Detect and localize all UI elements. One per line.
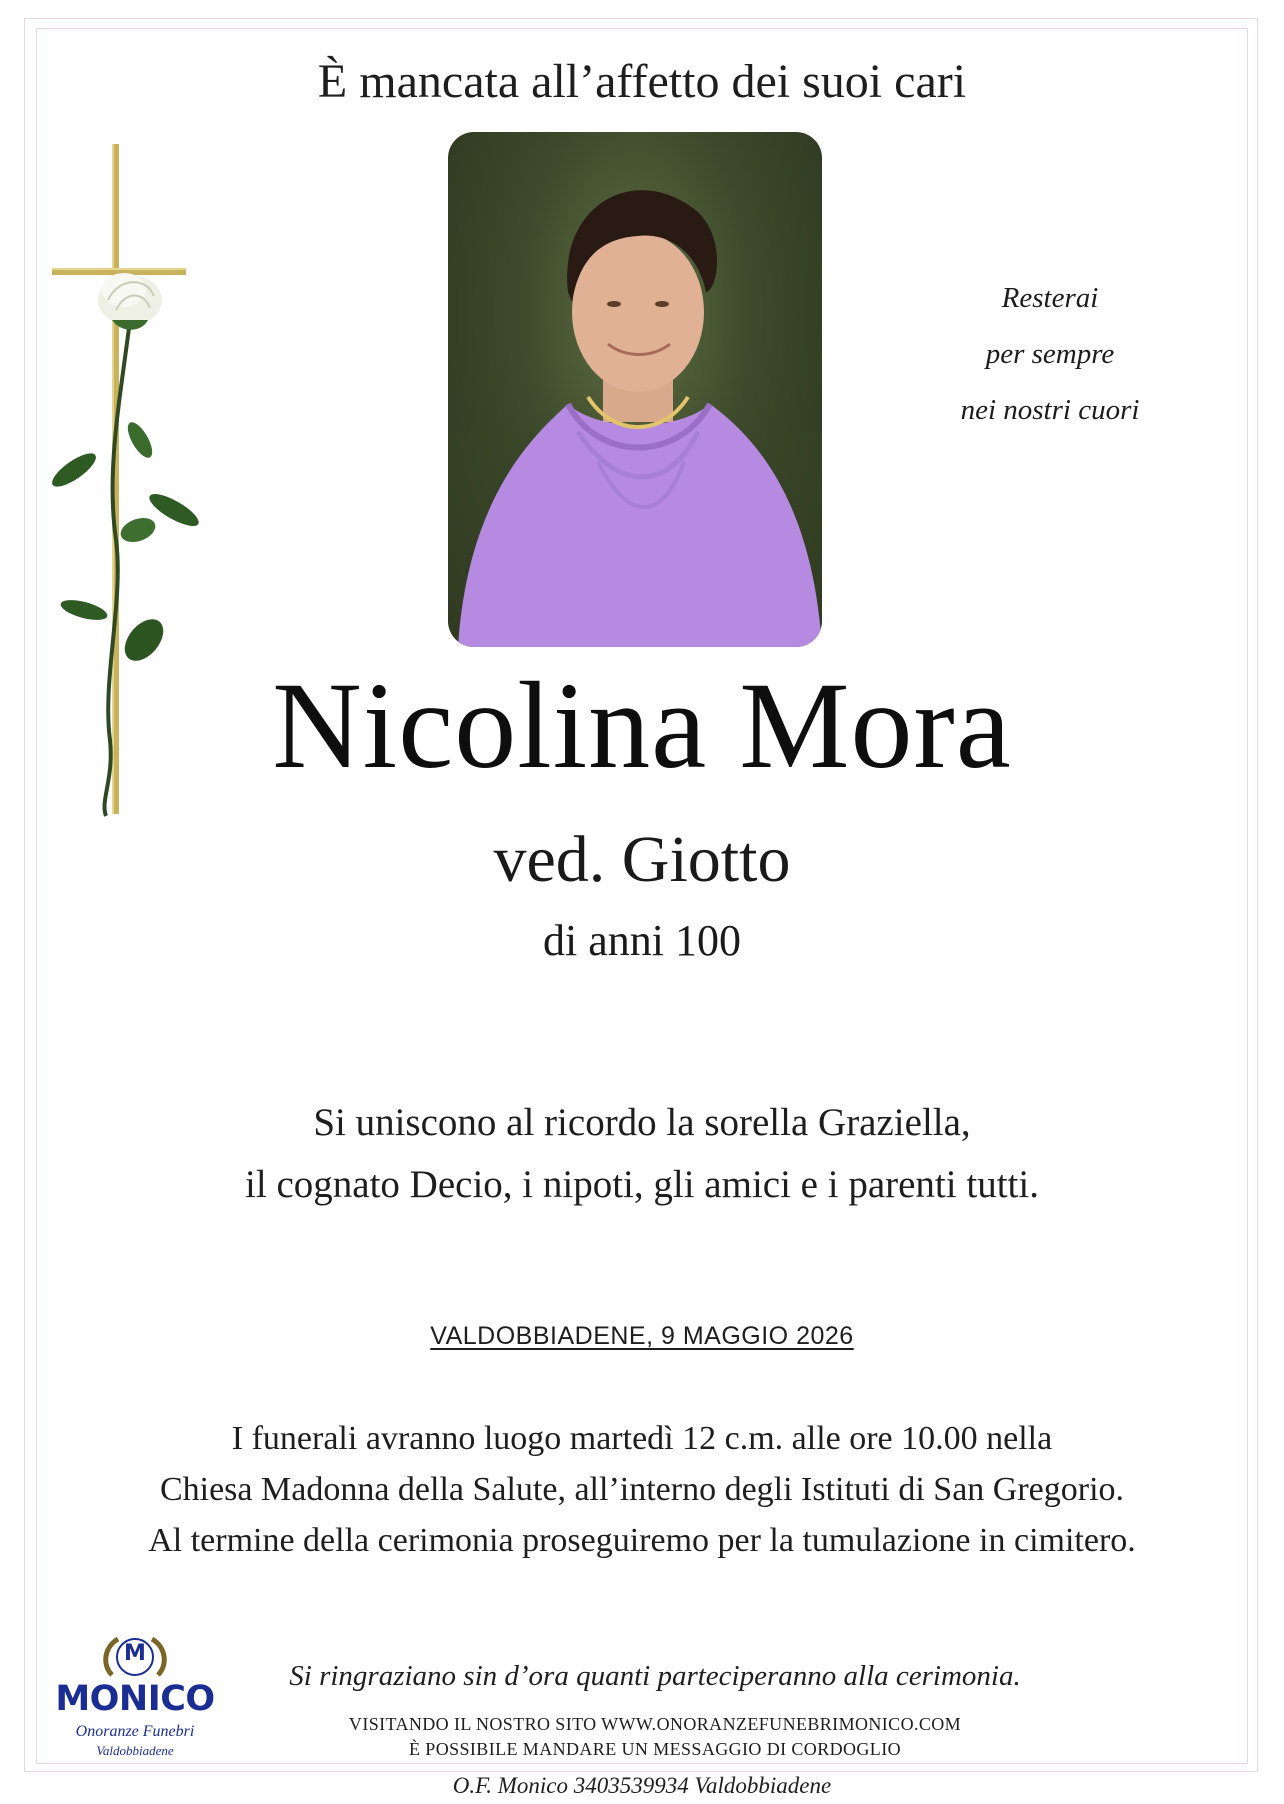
- funeral-line: Chiesa Madonna della Salute, all’interno degli Istituti di San Gregorio.: [159, 1471, 1125, 1508]
- logo-letter: M: [124, 1641, 146, 1666]
- monico-logo: [52, 1635, 218, 1760]
- deceased-name: Nicolina Mora: [272, 657, 1012, 794]
- place-date: [0, 1322, 1284, 1351]
- place-date-text: VALDOBBIADENE, 9 MAGGIO 2026: [430, 1322, 854, 1350]
- family-line: il cognato Decio, i nipoti, gli amici e i parenti tutti.: [245, 1163, 1039, 1206]
- thanks-line: Si ringraziano sin d’ora quanti parteciperanno alla cerimonia.: [289, 1660, 1021, 1692]
- portrait-photo: [448, 132, 822, 647]
- logo-subtitle: Onoranze Funebri: [75, 1723, 195, 1740]
- logo-name: MONICO: [55, 1679, 215, 1719]
- logo-town: Valdobbiadene: [96, 1743, 174, 1758]
- memorial-quote: [940, 270, 1160, 438]
- funeral-line: Al termine della cerimonia proseguiremo per la tumulazione in cimitero.: [148, 1522, 1136, 1559]
- quote-line: nei nostri cuori: [960, 394, 1140, 426]
- widow-of: ved. Giotto: [493, 823, 791, 896]
- header-line: È mancata all’affetto dei suoi cari: [317, 55, 967, 108]
- funeral-line: I funerali avranno luogo martedì 12 c.m. alle ore 10.00 nella: [231, 1420, 1053, 1457]
- footer-contact: O.F. Monico 3403539934 Valdobbiadene: [452, 1773, 832, 1798]
- website-note: [240, 1712, 1070, 1762]
- website-line: VISITANDO IL NOSTRO SITO WWW.ONORANZEFUNEBRIMONICO.COM: [348, 1714, 962, 1734]
- age: di anni 100: [543, 916, 741, 965]
- funeral-details: [0, 1413, 1284, 1566]
- family-announcement: [0, 1092, 1284, 1216]
- quote-line: Resterai: [1001, 282, 1099, 314]
- family-line: Si uniscono al ricordo la sorella Graziella,: [313, 1101, 971, 1144]
- quote-line: per sempre: [985, 338, 1115, 370]
- website-line: È POSSIBILE MANDARE UN MESSAGGIO DI CORDOGLIO: [408, 1739, 901, 1759]
